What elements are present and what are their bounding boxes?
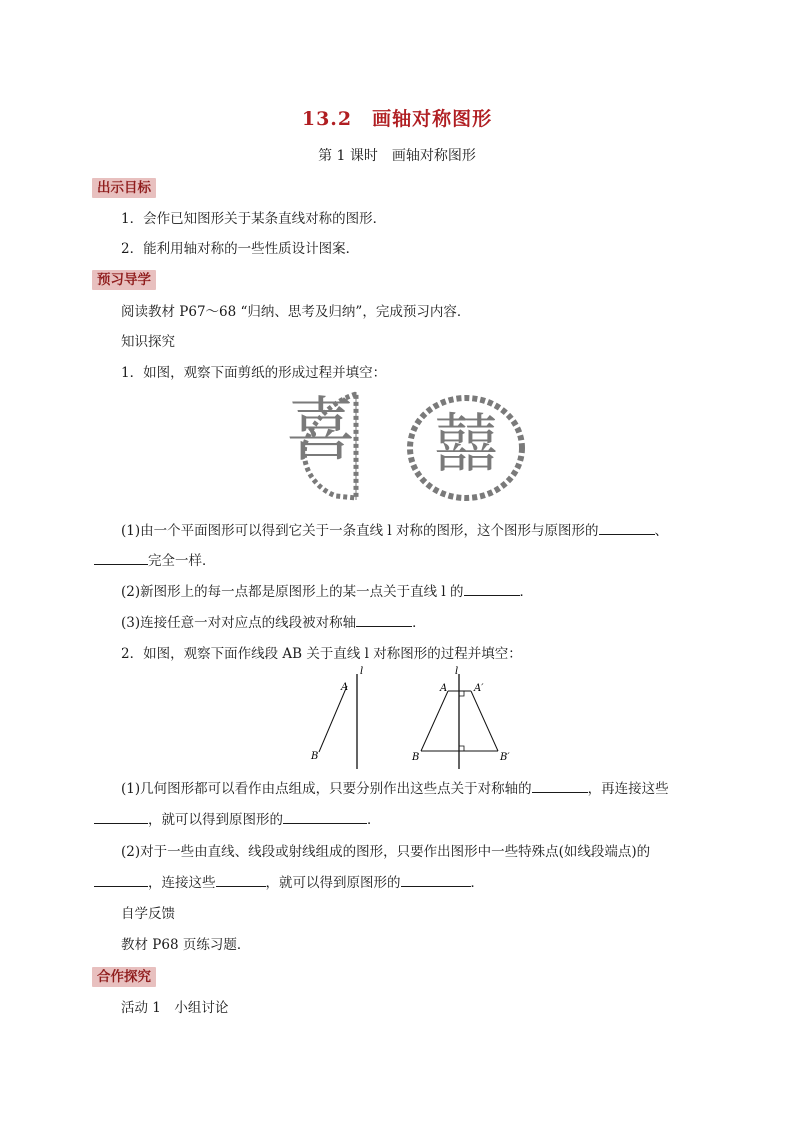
q1-part-1-cont [94, 549, 216, 569]
answer-blank[interactable] [94, 872, 148, 887]
label-a-right: A [440, 683, 448, 694]
answer-blank[interactable] [283, 809, 367, 824]
geometry-right [411, 666, 510, 769]
activity-1: 活动 1 小组讨论 [121, 1000, 229, 1016]
segment-ab [319, 686, 347, 752]
q1-part-3-text-a: (3)连接任意一对对应点的线段被对称轴 [121, 615, 357, 631]
papercut-figure [286, 386, 528, 504]
label-l-right: l [455, 666, 459, 677]
segment-a-prime-b-prime [471, 691, 498, 751]
q1-part-1-text-a: (1)由一个平面图形可以得到它关于一条直线 l 对称的图形，这个图形与原图形的 [121, 523, 599, 539]
question-2: 2．如图，观察下面作线段 AB 关于直线 l 对称图形的过程并填空： [121, 646, 522, 662]
q2-part-1-cont [94, 808, 381, 828]
answer-blank[interactable] [94, 809, 148, 824]
geometry-svg [300, 664, 530, 772]
papercut-svg [286, 386, 528, 504]
preview-section-tag [92, 268, 156, 288]
q1-part-1 [121, 519, 668, 539]
q1-part-3-text-b: ． [412, 615, 426, 631]
q2-part-2: (2)对于一些由直线、线段或射线组成的图形，只要作出图形中一些特殊点(如线段端点)的 [121, 844, 651, 860]
answer-blank[interactable] [401, 872, 471, 887]
exercise-line: 教材 P68 页练习题． [121, 937, 251, 953]
papercut-full [410, 398, 522, 498]
geometry-left [310, 666, 363, 769]
answer-blank[interactable] [94, 550, 148, 565]
q2-part-1 [121, 777, 669, 797]
label-a-prime: A′ [474, 683, 484, 694]
q2-part-2-text-c: ，就可以得到原图形的 [265, 875, 401, 891]
goals-section-tag [92, 176, 156, 196]
knowledge-heading: 知识探究 [121, 334, 175, 350]
answer-blank[interactable] [599, 520, 655, 535]
goal-1: 1．会作已知图形关于某条直线对称的图形． [121, 211, 387, 227]
papercut-half-char: 喜 [286, 389, 356, 471]
q2-part-1-text-b: ，再连接这些 [587, 781, 669, 797]
feedback-heading: 自学反馈 [121, 906, 175, 922]
answer-blank[interactable] [356, 612, 412, 627]
q2-part-1-text-a: (1)几何图形都可以看作由点组成，只要分别作出这些点关于对称轴的 [121, 781, 532, 797]
q2-part-2-text-b: ，连接这些 [148, 875, 216, 891]
right-angle-mark-bottom [459, 746, 464, 751]
answer-blank[interactable] [532, 778, 588, 793]
label-b-prime: B′ [500, 752, 510, 763]
q2-part-1-text-d: ． [367, 812, 381, 828]
q2-part-1-text-c: ，就可以得到原图形的 [148, 812, 283, 828]
q1-part-2-text-a: (2)新图形上的每一点都是原图形上的某一点关于直线 l 的 [121, 584, 464, 600]
page-subtitle: 第 1 课时 画轴对称图形 [318, 148, 476, 164]
goal-2: 2．能利用轴对称的一些性质设计图案． [121, 241, 360, 257]
preview-tag-label: 预习导学 [92, 270, 156, 290]
papercut-full-char: 囍 [434, 408, 498, 482]
label-l-left: l [360, 666, 364, 677]
right-angle-mark-top [459, 691, 464, 696]
answer-blank[interactable] [464, 581, 520, 596]
reading-instruction: 阅读教材 P67～68 “归纳、思考及归纳”，完成预习内容． [121, 304, 471, 320]
q1-part-2 [121, 580, 533, 600]
label-b-right: B [412, 752, 420, 763]
coop-section-tag [92, 965, 156, 985]
geometry-figure [300, 664, 530, 772]
papercut-half [286, 389, 356, 500]
label-a-left: A [341, 682, 349, 693]
question-1: 1．如图，观察下面剪纸的形成过程并填空： [121, 365, 387, 381]
segment-ab-right [421, 691, 448, 751]
coop-tag-label: 合作探究 [92, 967, 156, 987]
answer-blank[interactable] [216, 872, 266, 887]
q1-part-3 [121, 611, 426, 631]
goals-tag-label: 出示目标 [92, 178, 156, 198]
q1-part-1-text-b: 完全一样． [148, 553, 216, 569]
q2-part-2-cont [94, 871, 484, 891]
q2-part-2-text-d: ． [470, 875, 484, 891]
q1-part-1-sep: 、 [654, 523, 669, 539]
page-title: 13.2 画轴对称图形 [301, 108, 493, 130]
label-b-left: B [311, 751, 319, 762]
q1-part-2-text-b: ． [519, 584, 534, 600]
